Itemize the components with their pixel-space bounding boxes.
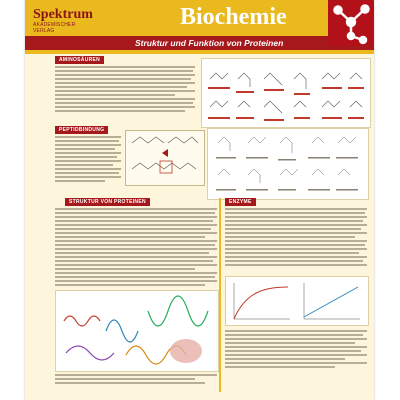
amino-acid-table-figure: [207, 128, 369, 200]
poster-sheet: [25, 0, 374, 400]
page-title: Biochemie: [180, 4, 287, 30]
peptide-bond-figure: [125, 130, 205, 186]
amino-acid-structures-figure: [201, 58, 371, 128]
molecule-icon: [328, 0, 374, 46]
aminosaeuren-text: [55, 66, 195, 114]
column-divider: [219, 198, 221, 392]
logo-text: Spektrum: [33, 7, 93, 22]
subtitle-text: Struktur und Funktion von Proteinen: [135, 38, 284, 48]
struktur-text: [55, 208, 217, 288]
subtitle-band: [25, 36, 374, 50]
spektrum-logo: [33, 7, 93, 34]
logo-subtext: AKADEMISCHER VERLAG: [33, 22, 76, 34]
protein-structure-figure: [55, 290, 219, 372]
section-heading-peptidbindung: PEPTIDBINDUNG: [55, 126, 108, 134]
peptidbindung-text: [55, 136, 121, 184]
enzyme-text: [225, 208, 367, 268]
section-heading-aminosaeuren: AMINOSÄUREN: [55, 56, 104, 64]
section-heading-struktur: STRUKTUR VON PROTEINEN: [65, 198, 150, 206]
figure-caption-text: [55, 374, 217, 386]
enzyme-list-text: [225, 330, 367, 370]
enzyme-graph-figure: [225, 276, 369, 326]
section-heading-enzyme: ENZYME: [225, 198, 256, 206]
